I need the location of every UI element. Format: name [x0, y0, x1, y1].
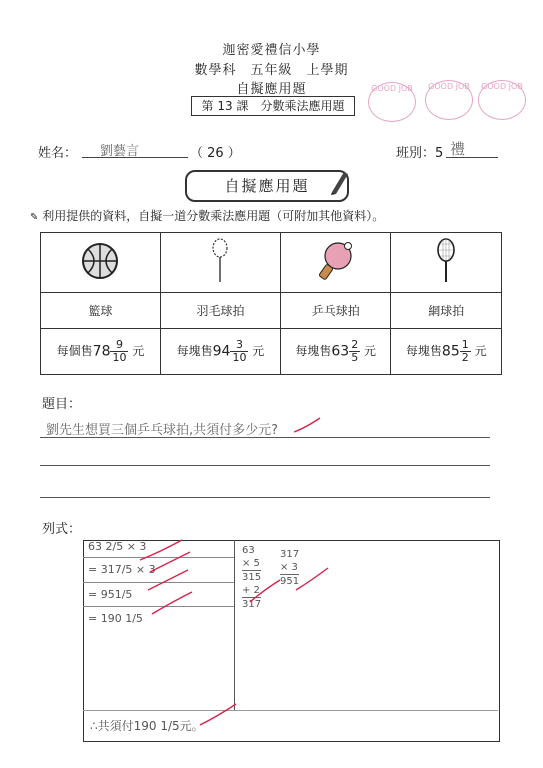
- item-price: 每個售78 $\frac{9}{10}$ 元: [41, 329, 161, 375]
- name-label: 姓名：: [38, 146, 78, 161]
- question-answer[interactable]: 劉先生想買三個乒乓球拍,共須付多少元?: [46, 423, 279, 438]
- check-mark-icon: [200, 704, 236, 725]
- lesson-title: 第 13 課 分數乘法應用題: [191, 96, 355, 116]
- working-label: 列式：: [42, 522, 82, 537]
- check-mark-icon: [140, 540, 182, 560]
- check-mark-icon: [294, 418, 320, 432]
- section-banner: 自擬應用題: [185, 170, 349, 202]
- pencil-bullet-icon: ✎: [30, 212, 39, 223]
- item-price: 每塊售94 $\frac{3}{10}$ 元: [160, 329, 280, 375]
- check-mark-icon: [296, 568, 328, 590]
- good-job-stamp: GOOD JOB: [368, 82, 416, 122]
- check-mark-icon: [250, 580, 280, 602]
- item-name: 羽毛球拍: [160, 293, 280, 329]
- working-step: 63 2/5 × 3: [88, 540, 147, 553]
- item-name: 乒乓球拍: [280, 293, 391, 329]
- vertical-calc-1: 63 × 5 315 + 2 317: [242, 545, 262, 610]
- name-field[interactable]: 劉藝言: [82, 140, 188, 158]
- question-label: 題目：: [42, 397, 82, 412]
- instruction-text: 利用提供的資料，自擬一道分數乘法應用題（可附加其他資料）。: [42, 209, 385, 223]
- good-job-stamp: GOOD JOB: [425, 80, 473, 120]
- item-price: 每塊售63 $\frac{2}{5}$ 元: [280, 329, 391, 375]
- item-name: 籃球: [41, 293, 161, 329]
- working-step: = 190 1/5: [88, 612, 143, 625]
- conclusion: ∴共須付190 1/5元。: [90, 719, 204, 733]
- check-mark-icon: [150, 552, 190, 572]
- school-name: 迦密愛禮信小學: [222, 43, 321, 58]
- good-job-stamp: GOOD JOB: [478, 80, 526, 120]
- class-label: 班別：5: [396, 146, 444, 161]
- vertical-calc-2: 317 × 3 951: [280, 549, 300, 587]
- item-name: 網球拍: [391, 293, 502, 329]
- class-field[interactable]: 禮: [446, 138, 498, 158]
- check-mark-icon: [152, 592, 192, 614]
- worksheet-topic: 自擬應用題: [236, 82, 307, 97]
- student-number: （ 26 ）: [190, 146, 241, 161]
- item-price: 每塊售85 $\frac{1}{2}$ 元: [391, 329, 502, 375]
- working-step: = 951/5: [88, 588, 133, 601]
- working-step: = 317/5 × 3: [88, 563, 156, 576]
- check-mark-icon: [148, 570, 188, 590]
- subject-line: 數學科 五年級 上學期: [194, 63, 349, 78]
